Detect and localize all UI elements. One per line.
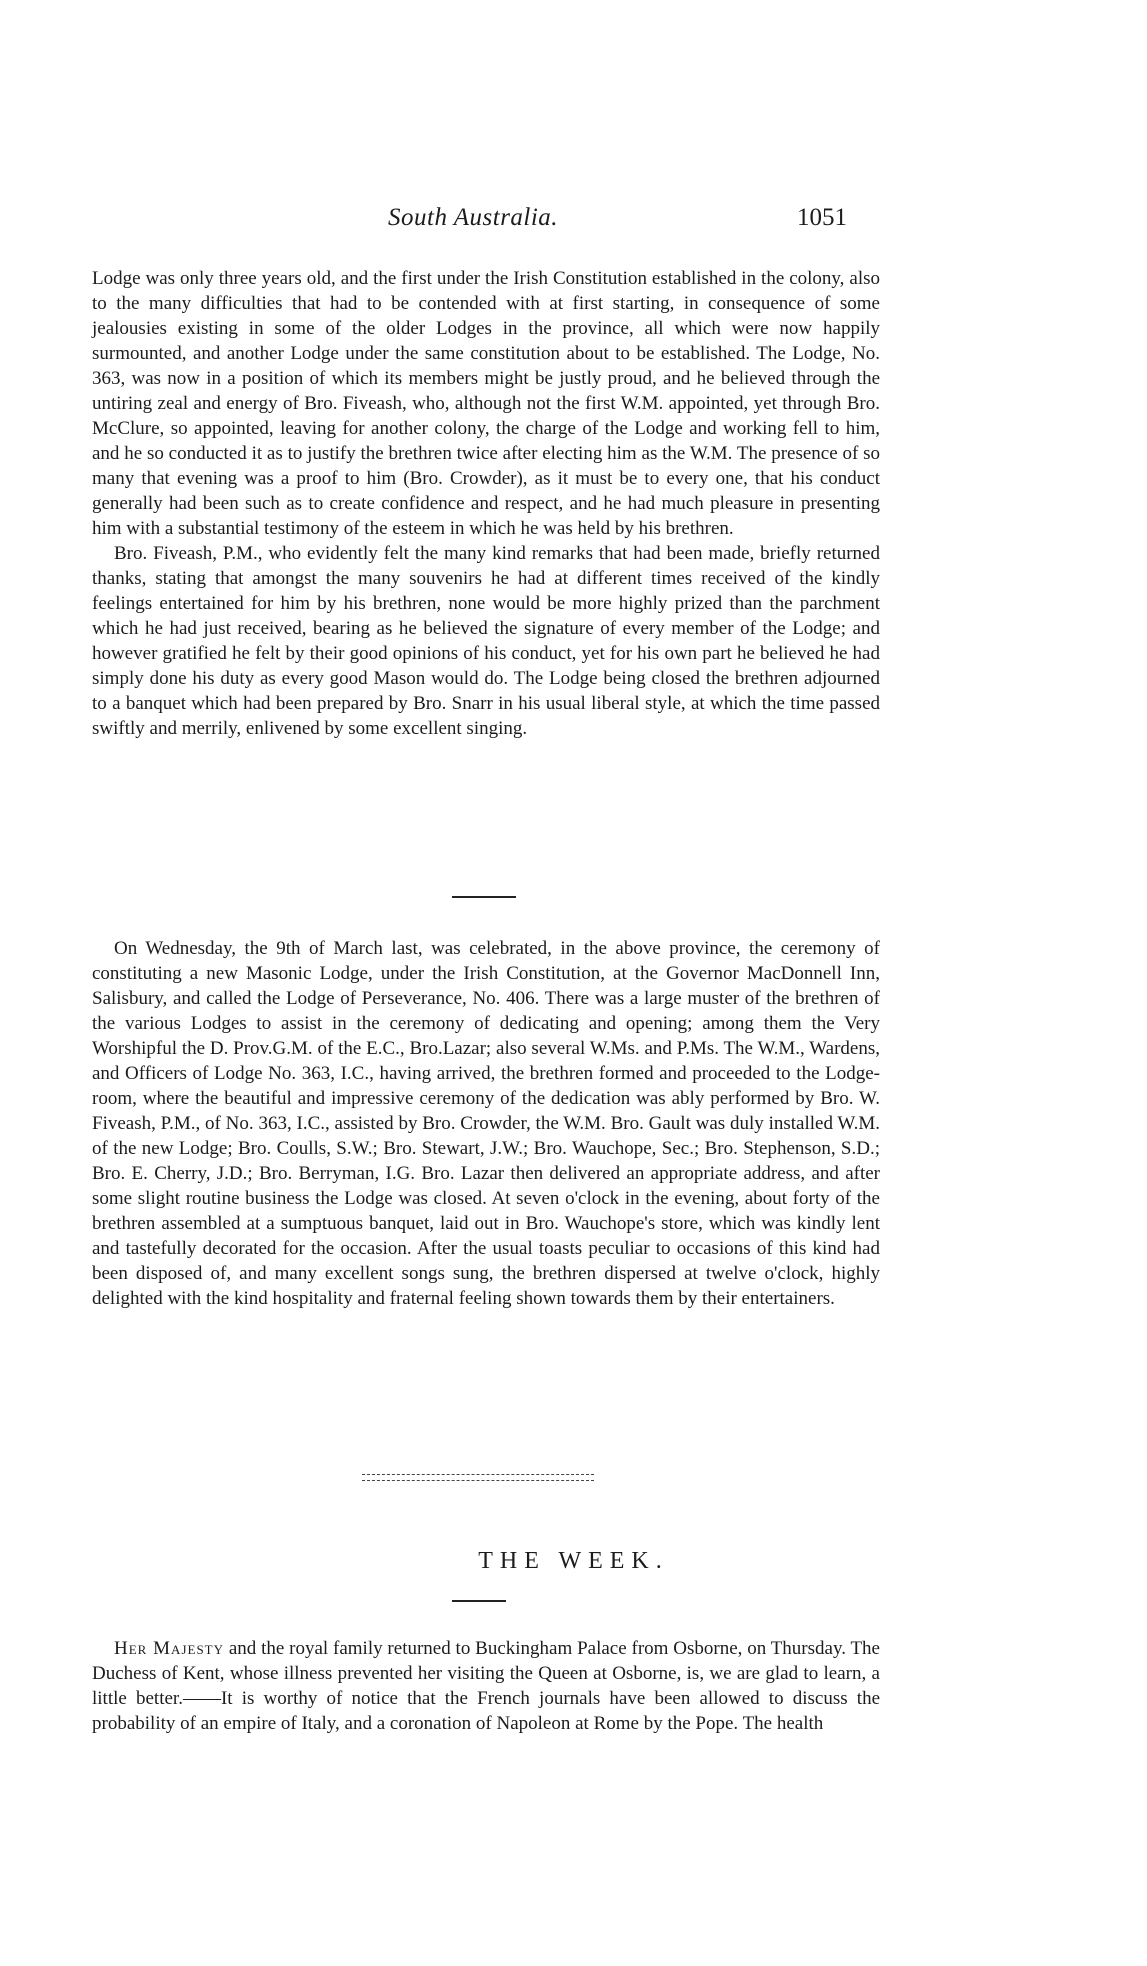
article2-paragraph-1: On Wednesday, the 9th of March last, was celebrated, in the above province, the ceremony of constituting a new Masonic Lodge, under the Irish Constitution, at the Governor MacDonnell Inn, Salisbury, and called the Lodge of Perseverance, No. 406. There was a large muster of the brethren of the various Lodges to assist in the ceremony of dedicating and opening; among them the Very Worshipful the D. Prov.G.M. of the E.C., Bro.Lazar; also several W.Ms. and P.Ms. The W.M., Wardens, and Officers of Lodge No. 363, I.C., having arrived, the brethren formed and proceeded to the Lodge-room, where the beautiful and impressive ceremony of the dedication was ably performed by Bro. W. Fiveash, P.M., of No. 363, I.C., assisted by Bro. Crowder, the W.M. Bro. Gault was duly installed W.M. of the new Lodge; Bro. Coulls, S.W.; Bro. Stewart, J.W.; Bro. Wauchope, Sec.; Bro. Stephenson, S.D.; Bro. E. Cherry, J.D.; Bro. Berryman, I.G. Bro. Lazar then delivered an appropriate address, and after some slight routine business the Lodge was closed. At seven o'clock in the evening, about forty of the brethren assembled at a sumptuous banquet, laid out in Bro. Wauchope's store, which was kindly lent and tastefully decorated for the occasion. After the usual toasts peculiar to occasions of this kind had been disposed of, and many excellent songs sung, the brethren dispersed at twelve o'clock, highly delighted with the kind hospitality and fraternal feeling shown towards them by their entertainers. [92, 938, 880, 1309]
running-head-title: South Australia. [388, 204, 559, 231]
article-the-week [92, 1636, 880, 1736]
article-lodge-363 [92, 266, 880, 741]
the-week-paragraph-1 [92, 1636, 880, 1736]
section-title-underline [452, 1600, 506, 1602]
double-dashed-divider [362, 1474, 594, 1481]
section-title-the-week: THE WEEK. [478, 1548, 669, 1574]
page-number: 1051 [797, 204, 847, 231]
article-lodge-of-perseverance [92, 936, 880, 1311]
lead-in-small-caps: Her Majesty [114, 1638, 225, 1659]
article1-paragraph-2: Bro. Fiveash, P.M., who evidently felt the many kind remarks that had been made, briefly returned thanks, stating that amongst the many souvenirs he had at different times received of the kindly feelings entertained for him by his brethren, none would be more highly prized than the parchment which he had just received, bearing as he believed the signature of every member of the Lodge; and however gratified he felt by their good opinions of his conduct, yet for his own part he believed he had simply done his duty as every good Mason would do. The Lodge being closed the brethren adjourned to a banquet which had been prepared by Bro. Snarr in his usual liberal style, at which the time passed swiftly and merrily, enlivened by some excellent singing. [92, 543, 880, 739]
the-week-text: and the royal family returned to Buckingham Palace from Osborne, on Thursday. The Duchess of Kent, whose illness prevented her visiting the Queen at Osborne, is, we are glad to learn, a little better.——It is worthy of notice that the French journals have been allowed to discuss the probability of an empire of Italy, and a coronation of Napoleon at Rome by the Pope. The health [92, 1638, 880, 1734]
article1-paragraph-1: Lodge was only three years old, and the first under the Irish Constitution established in the colony, also to the many difficulties that had to be contended with at first starting, in consequence of some jealousies existing in some of the older Lodges in the province, all which were now happily surmounted, and another Lodge under the same constitution about to be established. The Lodge, No. 363, was now in a position of which its members might be justly proud, and he believed through the untiring zeal and energy of Bro. Fiveash, who, although not the first W.M. appointed, yet through Bro. McClure, so appointed, leaving for another colony, the charge of the Lodge and working fell to him, and he so conducted it as to justify the brethren twice after electing him as the W.M. The presence of so many that evening was a proof to him (Bro. Crowder), as it must be to every one, that his conduct generally had been such as to create confidence and respect, and he had much pleasure in presenting him with a substantial testimony of the esteem in which he was held by his brethren. [92, 268, 880, 539]
running-head [0, 204, 1147, 240]
section-divider-rule [452, 896, 516, 898]
